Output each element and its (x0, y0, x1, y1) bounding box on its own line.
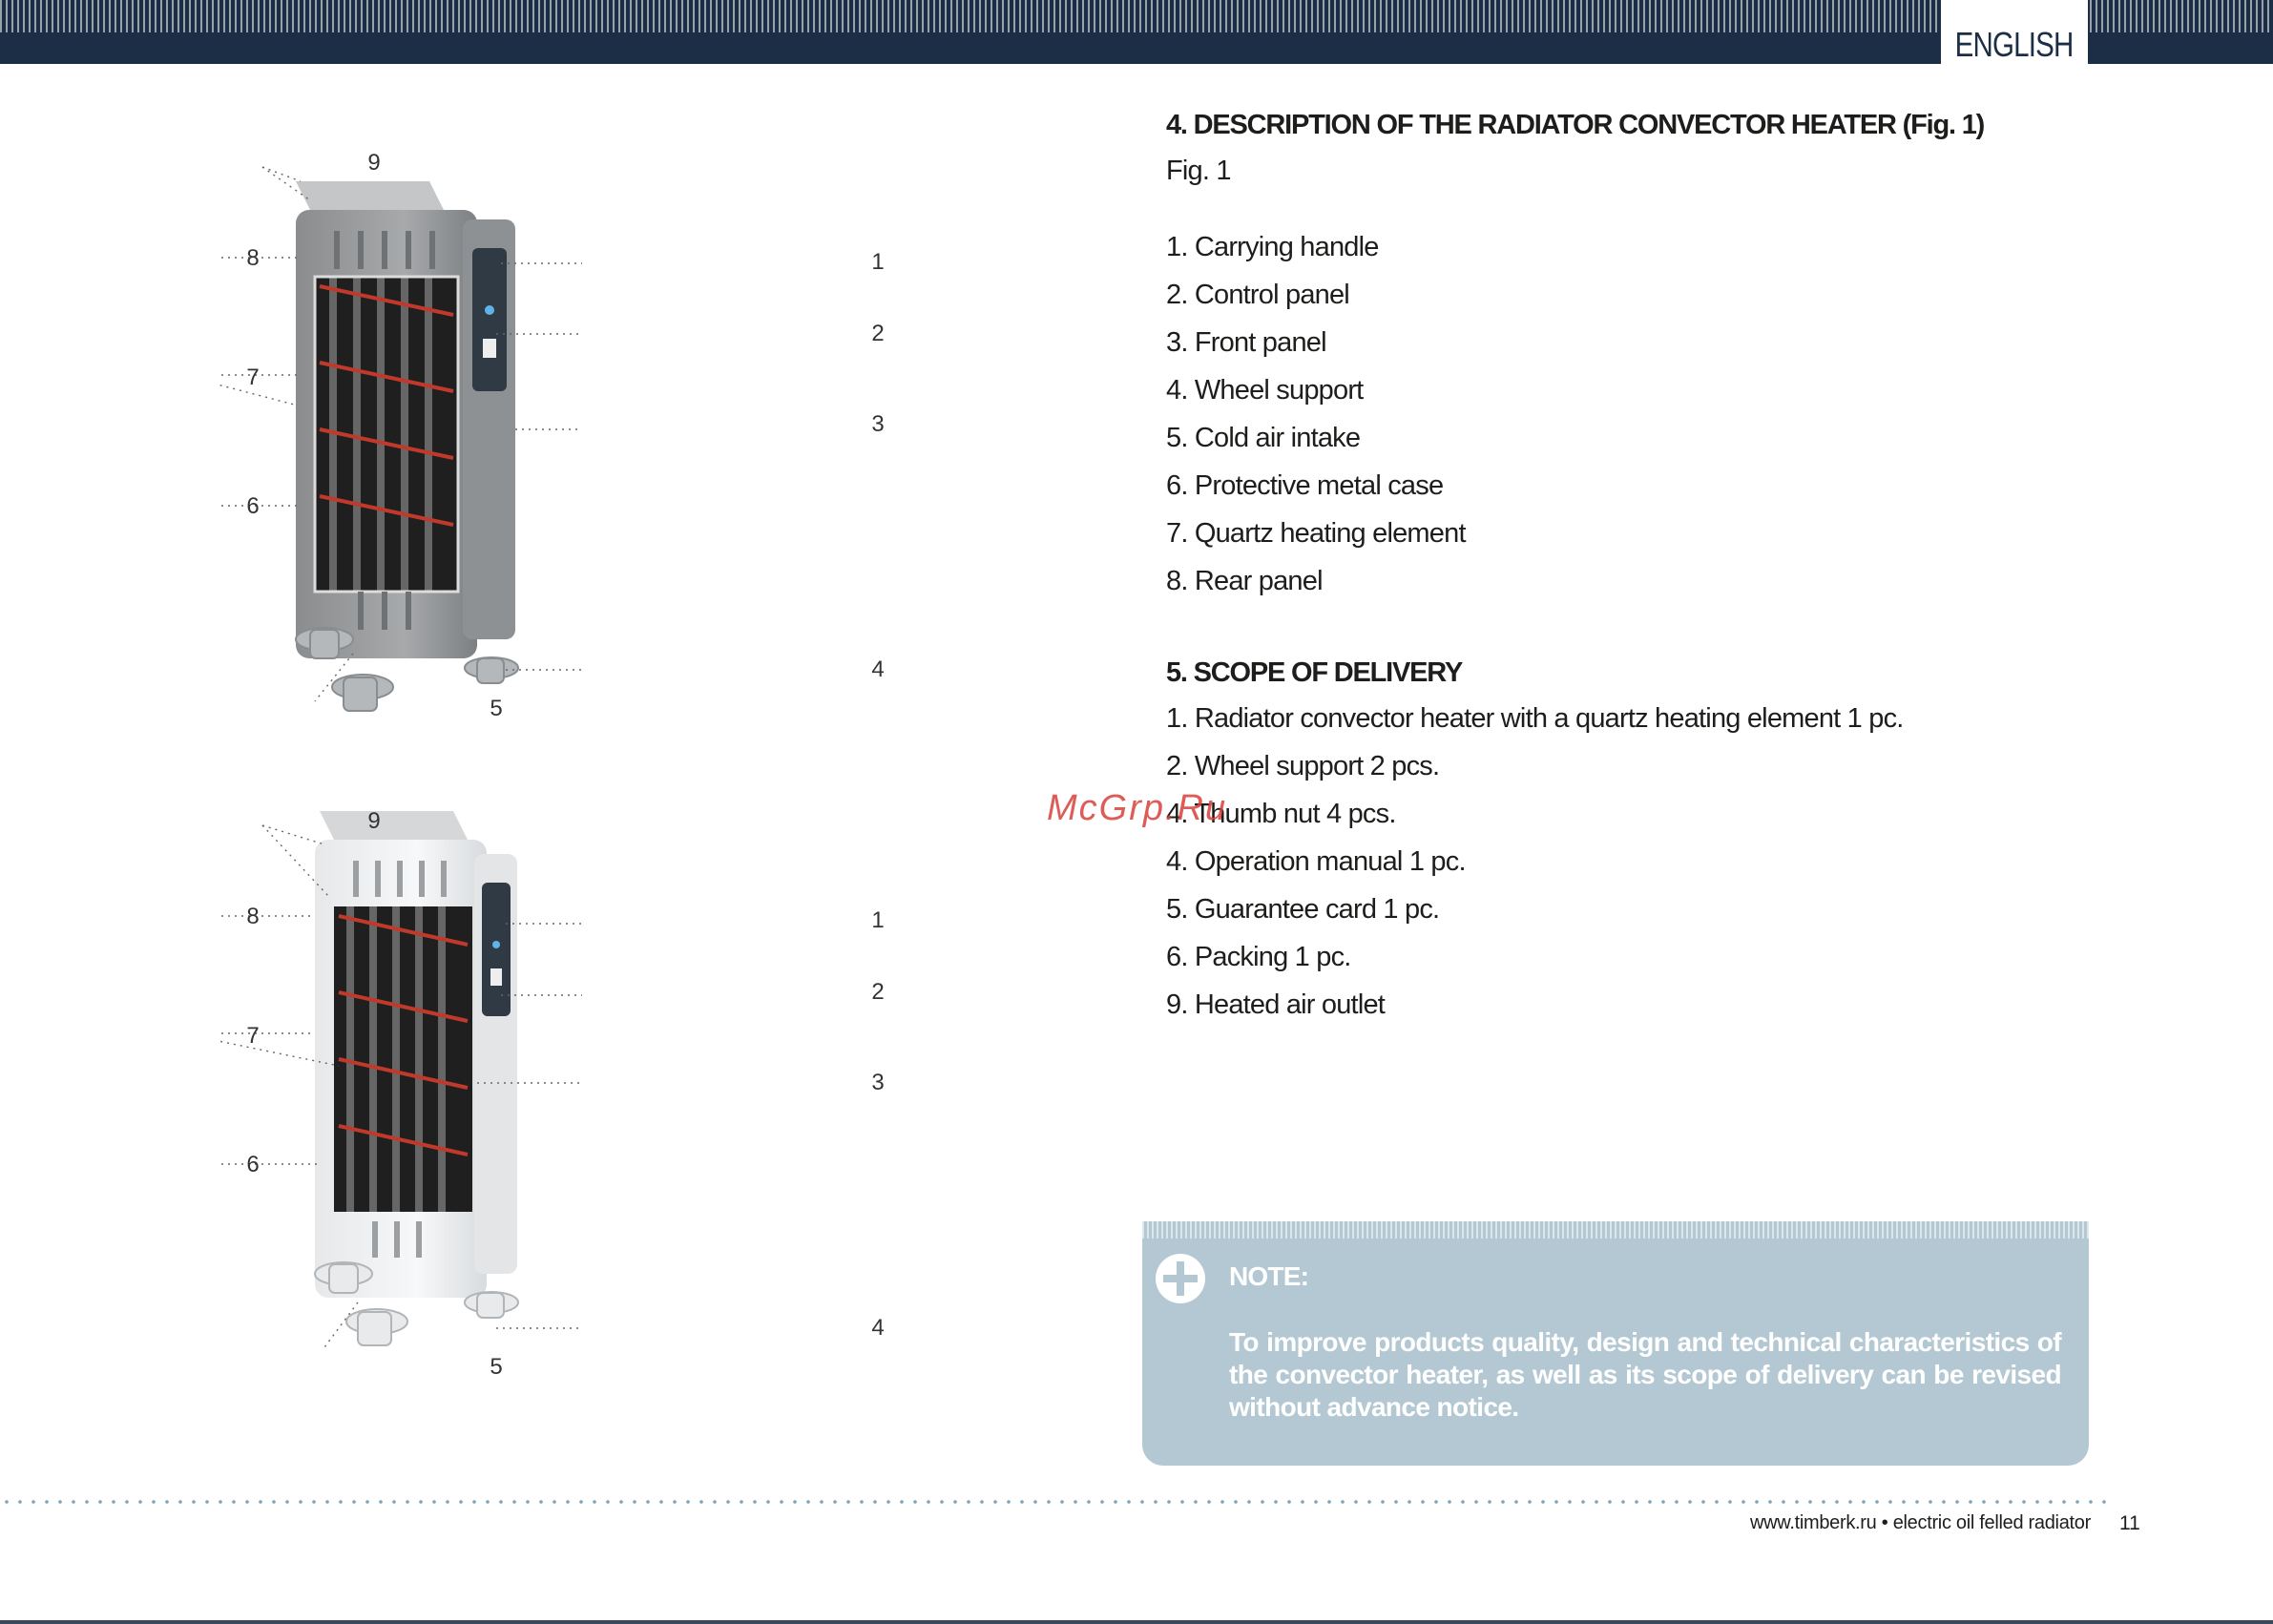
section-4-heading: 4. DESCRIPTION OF THE RADIATOR CONVECTOR HEATER (Fig. 1) (1166, 110, 1985, 140)
callout-2: 2 (871, 321, 885, 346)
note-strip (1142, 1221, 2089, 1239)
delivery-list (1166, 695, 2120, 1029)
callout-1: 1 (871, 907, 885, 933)
callout-3: 3 (871, 1070, 885, 1095)
heater-dark-illustration (296, 181, 518, 711)
header-bar (0, 0, 2273, 64)
list-item: 6. Protective metal case (1166, 470, 1444, 501)
language-tab (1941, 0, 2088, 69)
text-column (1166, 103, 2120, 1029)
list-item: 4. Thumb nut 4 pcs. (1166, 799, 1396, 829)
note-title: NOTE: (1229, 1261, 1309, 1291)
callout-9: 9 (367, 150, 381, 176)
section-5-heading: 5. SCOPE OF DELIVERY (1166, 657, 1463, 688)
callout-7: 7 (246, 364, 260, 390)
list-item: 8. Rear panel (1166, 566, 1323, 596)
bottom-rule (0, 1620, 2273, 1624)
watermark: McGrp.Ru (1047, 788, 1228, 828)
list-item: 6. Packing 1 pc. (1166, 942, 1351, 972)
callout-8: 8 (246, 904, 260, 929)
list-item: 3. Front panel (1166, 327, 1326, 358)
list-item: 1. Carrying handle (1166, 232, 1379, 262)
callout-1: 1 (871, 249, 885, 275)
callout-8: 8 (246, 245, 260, 271)
list-item: 7. Quartz heating element (1166, 518, 1466, 549)
callout-9: 9 (367, 808, 381, 834)
list-item: 1. Radiator convector heater with a quartz heating element 1 pc. (1166, 703, 1904, 734)
note-body: To improve products quality, design and technical characteristics of the convector heater, as well as its scope of delivery can be revised without advance notice. (1229, 1327, 2061, 1422)
fig-label: Fig. 1 (1166, 156, 1231, 186)
heater-figure (219, 143, 916, 1403)
list-item: 2. Control panel (1166, 280, 1349, 310)
list-item: 2. Wheel support 2 pcs. (1166, 751, 1440, 781)
description-list (1166, 223, 2120, 605)
callout-7: 7 (246, 1023, 260, 1049)
callout-4: 4 (871, 656, 885, 682)
callout-5: 5 (490, 696, 503, 721)
note-box (1142, 1221, 2089, 1466)
heater-light-illustration (315, 811, 518, 1345)
plus-icon (1156, 1254, 1205, 1303)
callout-3: 3 (871, 411, 885, 437)
callout-6: 6 (246, 1152, 260, 1177)
footer-text: www.timberk.ru • electric oil felled radiator (1750, 1512, 2091, 1533)
list-item: 5. Guarantee card 1 pc. (1166, 894, 1440, 925)
list-item: 4. Wheel support (1166, 375, 1364, 406)
list-item: 5. Cold air intake (1166, 423, 1361, 453)
language-label: ENGLISH (1955, 25, 2074, 64)
callout-2: 2 (871, 979, 885, 1005)
dotted-separator (0, 1500, 2109, 1504)
list-item: 9. Heated air outlet (1166, 989, 1386, 1020)
list-item: 4. Operation manual 1 pc. (1166, 846, 1466, 877)
callout-6: 6 (246, 493, 260, 519)
callout-5: 5 (490, 1354, 503, 1380)
page-number: 11 (2119, 1512, 2140, 1534)
callout-4: 4 (871, 1315, 885, 1341)
